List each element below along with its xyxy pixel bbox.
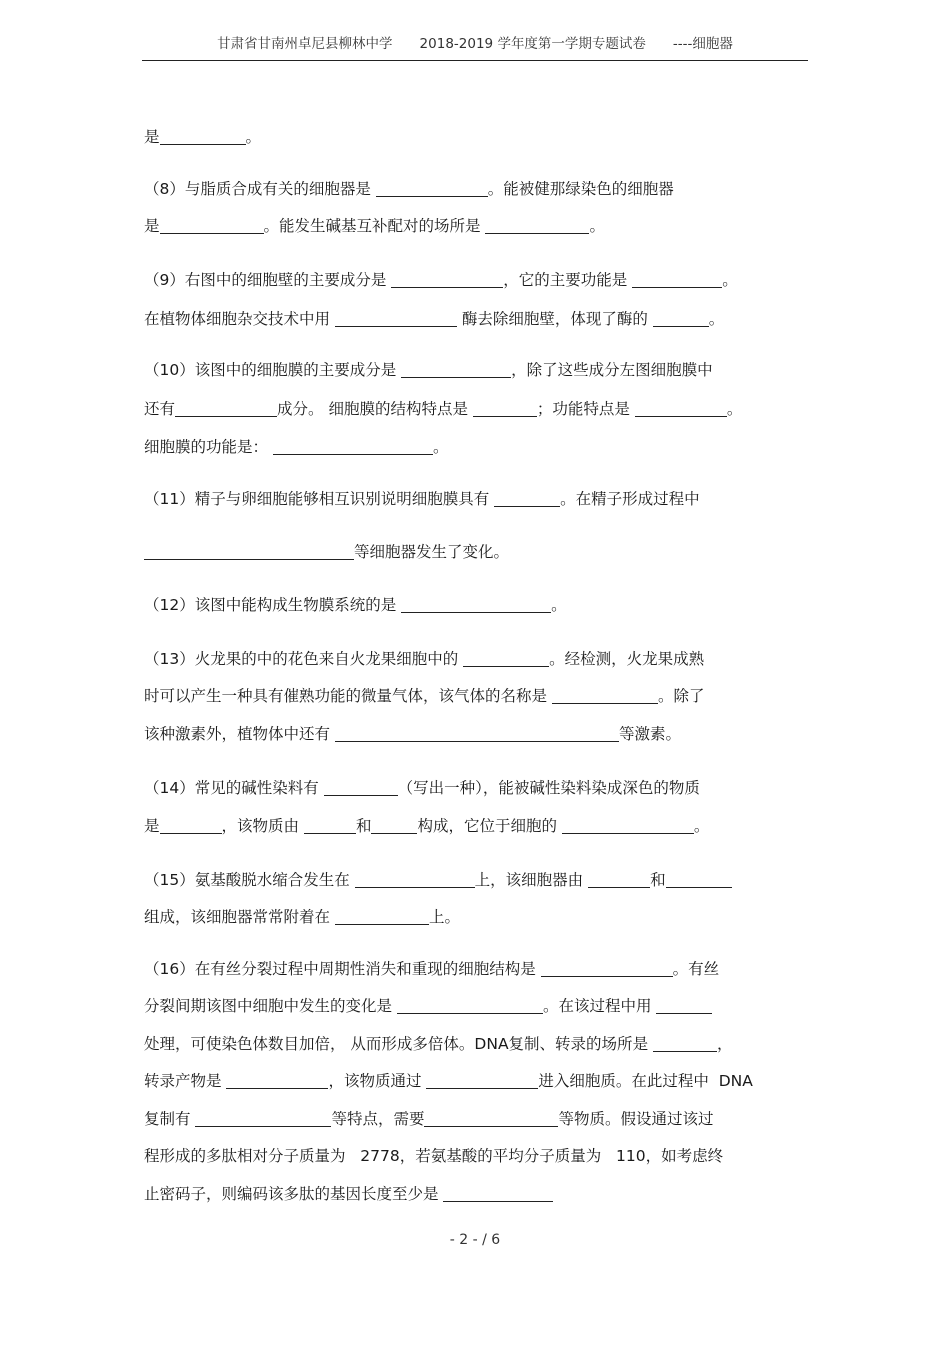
answer-blank[interactable] <box>376 180 488 197</box>
question-text: 。经检测，火龙果成熟 <box>549 650 705 668</box>
question-text: 还有 <box>144 400 176 418</box>
answer-blank[interactable] <box>226 1072 328 1089</box>
question-text: 。除了 <box>657 687 705 705</box>
question-text: 处理，可使染色体数目加倍， 从而形成多倍体。DNA复制、转录的场所是 <box>144 1035 653 1053</box>
question-text: （8）与脂质合成有关的细胞器是 <box>144 180 376 198</box>
answer-blank[interactable] <box>463 650 549 667</box>
text-line <box>144 958 719 980</box>
page-number: - 2 - / 6 <box>449 1232 501 1248</box>
question-text: ，该物质由 <box>221 817 304 835</box>
answer-blank[interactable] <box>335 725 619 742</box>
question-text: 时可以产生一种具有催熟功能的微量气体，该气体的名称是 <box>144 687 552 705</box>
question-text: 。 <box>589 217 605 235</box>
question-text: 是 <box>144 128 160 146</box>
question-text: 。能发生碱基互补配对的场所是 <box>263 217 486 235</box>
question-text: 是 <box>144 217 160 235</box>
answer-blank[interactable] <box>397 997 543 1014</box>
question-text: ，它的主要功能是 <box>503 271 633 289</box>
text-line <box>144 488 700 510</box>
text-line <box>144 126 261 148</box>
question-text: 分裂间期该图中细胞中发生的变化是 <box>144 997 397 1015</box>
text-line <box>144 685 704 707</box>
answer-blank[interactable] <box>160 128 246 145</box>
text-line <box>144 906 460 928</box>
question-text: 等特点，需要 <box>331 1110 425 1128</box>
answer-blank[interactable] <box>656 997 712 1014</box>
answer-blank[interactable] <box>666 871 732 888</box>
question-text: 等激素。 <box>618 725 681 743</box>
answer-blank[interactable] <box>195 1110 331 1127</box>
answer-blank[interactable] <box>160 217 264 234</box>
question-text: 。 <box>432 438 449 456</box>
text-line <box>144 541 509 563</box>
question-text: 。在该过程中用 <box>542 997 657 1015</box>
question-text: 构成，它位于细胞的 <box>417 817 562 835</box>
text-line <box>144 308 724 330</box>
answer-blank[interactable] <box>335 908 429 925</box>
answer-blank[interactable] <box>635 400 727 417</box>
text-line <box>144 1183 553 1205</box>
answer-blank[interactable] <box>494 490 560 507</box>
question-text: 复制有 <box>144 1110 196 1128</box>
text-line <box>144 436 448 458</box>
answer-blank[interactable] <box>426 1072 538 1089</box>
text-line <box>144 269 738 291</box>
question-text: 程形成的多肽相对分子质量为 2778，若氨基酸的平均分子质量为 110，如考虑终 <box>144 1147 724 1165</box>
question-text: 和 <box>650 871 666 889</box>
question-text: 。 <box>551 596 567 614</box>
question-text: （9）右图中的细胞壁的主要成分是 <box>144 271 392 289</box>
question-text: 。 <box>693 817 710 835</box>
answer-blank[interactable] <box>632 271 722 288</box>
answer-blank[interactable] <box>653 310 709 327</box>
question-text: （16）在有丝分裂过程中周期性消失和重现的细胞结构是 <box>144 960 541 978</box>
answer-blank[interactable] <box>424 1110 558 1127</box>
answer-blank[interactable] <box>144 543 354 560</box>
text-line <box>144 594 567 616</box>
text-line <box>144 1108 713 1130</box>
text-line <box>144 869 732 891</box>
question-text: 在植物体细胞杂交技术中用 <box>144 310 335 328</box>
answer-blank[interactable] <box>653 1035 717 1052</box>
text-line <box>144 995 712 1017</box>
answer-blank[interactable] <box>175 400 277 417</box>
answer-blank[interactable] <box>541 960 673 977</box>
answer-blank[interactable] <box>588 871 650 888</box>
question-text: 上，该细胞器由 <box>474 871 589 889</box>
text-line <box>144 359 713 381</box>
question-text: 进入细胞质。在此过程中 DNA <box>538 1072 753 1090</box>
answer-blank[interactable] <box>485 217 589 234</box>
answer-blank[interactable] <box>401 361 511 378</box>
question-text: 细胞膜的功能是： <box>144 438 273 456</box>
question-text: 是 <box>144 817 160 835</box>
text-line <box>144 1033 733 1055</box>
question-text: 组成，该细胞器常常附着在 <box>144 908 335 926</box>
question-text: （14）常见的碱性染料有 <box>144 779 324 797</box>
answer-blank[interactable] <box>371 817 417 834</box>
text-line <box>144 178 674 200</box>
text-line <box>144 215 605 237</box>
question-text: 。能被健那绿染色的细胞器 <box>487 180 674 198</box>
answer-blank[interactable] <box>473 400 537 417</box>
question-text: 等物质。假设通过该过 <box>558 1110 714 1128</box>
answer-blank[interactable] <box>335 310 457 327</box>
answer-blank[interactable] <box>562 817 694 834</box>
question-text: （11）精子与卵细胞能够相互识别说明细胞膜具有 <box>144 490 495 508</box>
text-line <box>144 1070 753 1092</box>
question-text: ；功能特点是 <box>536 400 635 418</box>
text-line <box>144 648 704 670</box>
text-line <box>144 1145 723 1167</box>
question-text: 成分。 细胞膜的结构特点是 <box>277 400 473 418</box>
answer-blank[interactable] <box>324 779 398 796</box>
question-text: ，除了这些成分左图细胞膜中 <box>511 361 713 379</box>
question-text: 和 <box>355 817 372 835</box>
answer-blank[interactable] <box>443 1185 553 1202</box>
question-text: （15）氨基酸脱水缩合发生在 <box>144 871 355 889</box>
question-text: （写出一种），能被碱性染料染成深色的物质 <box>397 779 700 797</box>
page-header: 甘肃省甘南州卓尼县柳林中学 2018-2019 学年度第一学期专题试卷 ----细胞器 <box>142 32 808 61</box>
answer-blank[interactable] <box>391 271 503 288</box>
question-text: 上。 <box>428 908 460 926</box>
text-line <box>144 398 742 420</box>
question-text: ， <box>717 1035 733 1053</box>
question-text: 酶去除细胞壁，体现了酶的 <box>456 310 653 328</box>
question-text: 。 <box>722 271 738 289</box>
answer-blank[interactable] <box>355 871 475 888</box>
text-line <box>144 777 700 799</box>
question-text: （12）该图中能构成生物膜系统的是 <box>144 596 402 614</box>
text-line <box>144 815 709 837</box>
question-text: 。在精子形成过程中 <box>560 490 700 508</box>
question-text: 转录产物是 <box>144 1072 227 1090</box>
question-text: 等细胞器发生了变化。 <box>354 543 510 561</box>
text-line <box>144 723 681 745</box>
question-text: 。 <box>726 400 743 418</box>
answer-blank[interactable] <box>304 817 356 834</box>
question-text: （10）该图中的细胞膜的主要成分是 <box>144 361 402 379</box>
question-text: 。 <box>708 310 725 328</box>
answer-blank[interactable] <box>401 596 551 613</box>
question-text: 止密码子，则编码该多肽的基因长度至少是 <box>144 1185 444 1203</box>
question-text: ，该物质通过 <box>328 1072 427 1090</box>
answer-blank[interactable] <box>160 817 222 834</box>
question-text: 。有丝 <box>672 960 720 978</box>
answer-blank[interactable] <box>552 687 658 704</box>
question-text: 。 <box>245 128 262 146</box>
question-text: 该种激素外，植物体中还有 <box>144 725 335 743</box>
question-text: （13）火龙果的中的花色来自火龙果细胞中的 <box>144 650 464 668</box>
answer-blank[interactable] <box>273 438 433 455</box>
